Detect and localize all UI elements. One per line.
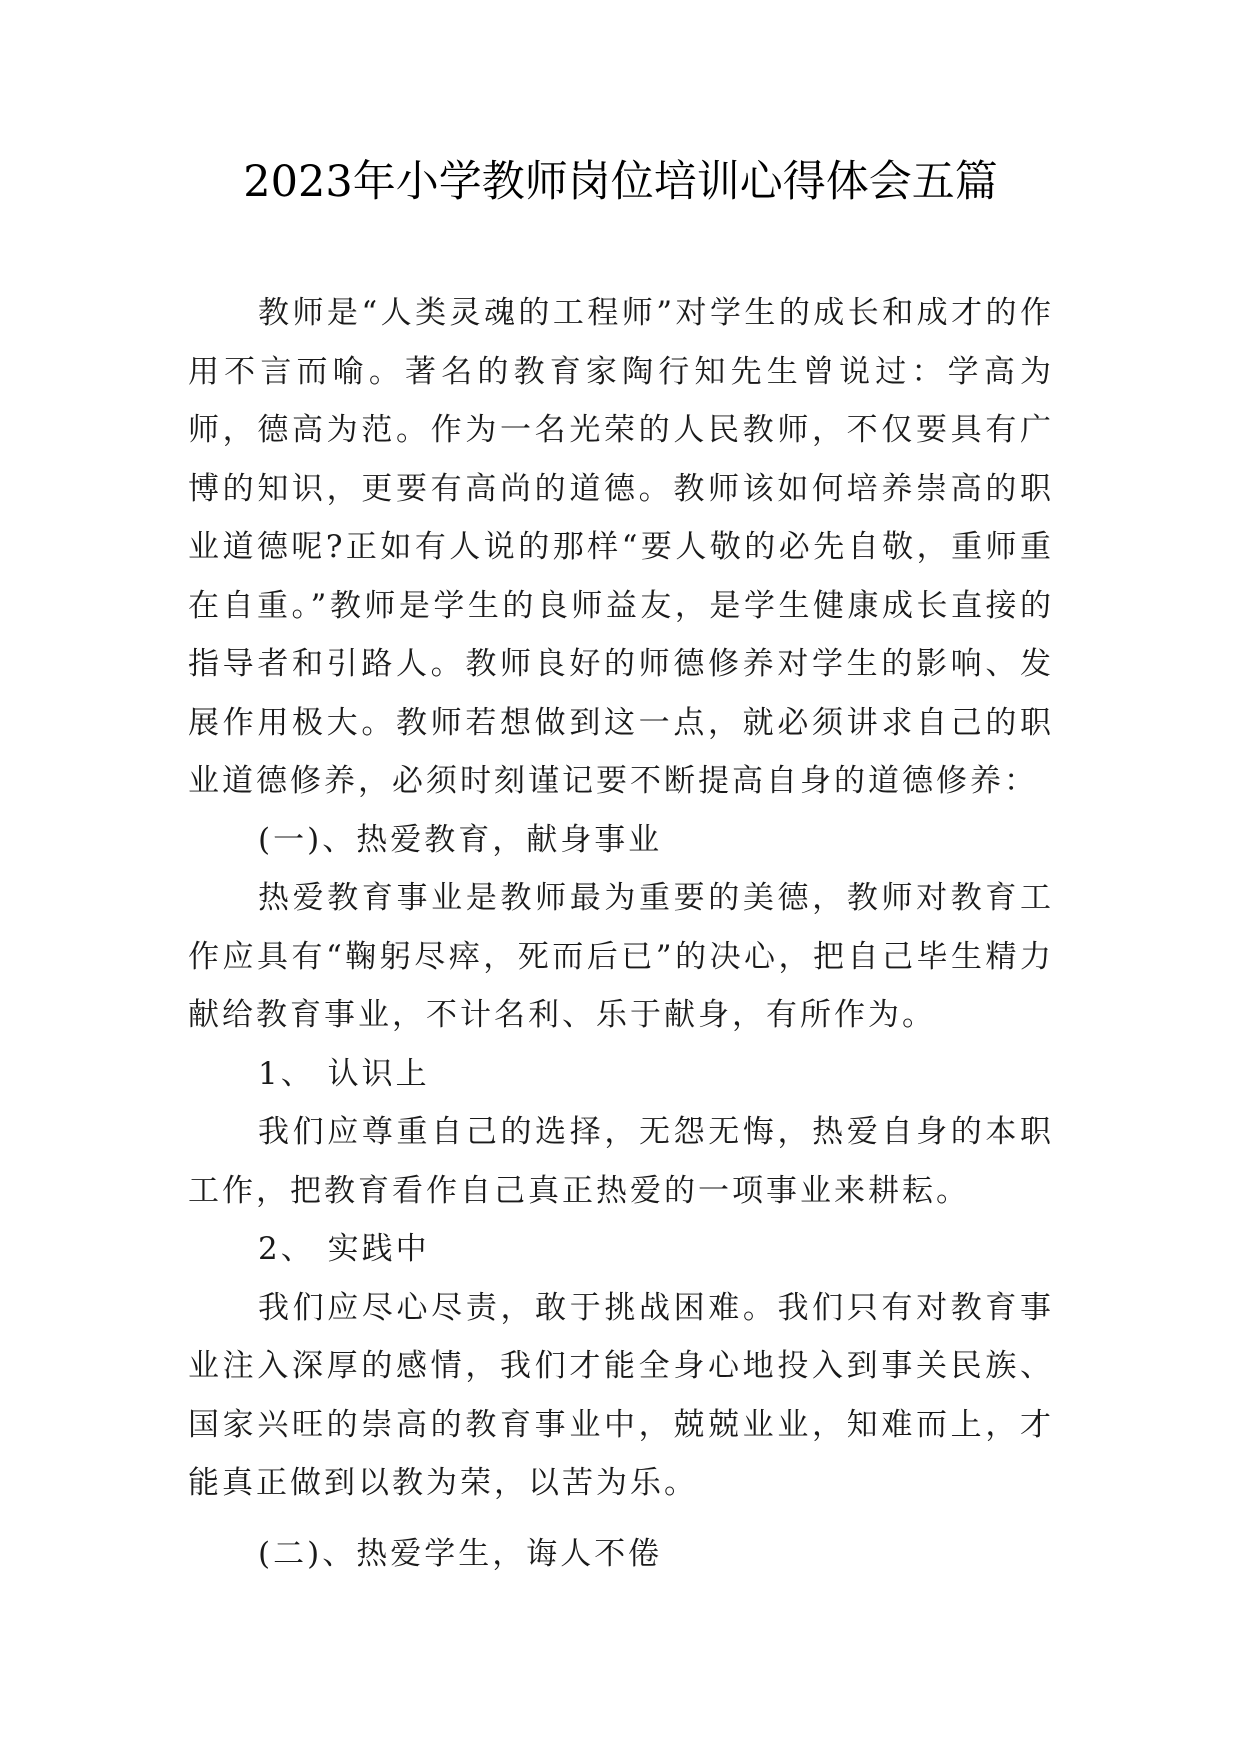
paragraph-subsection-1: 我们应尊重自己的选择，无怨无悔，热爱自身的本职工作，把教育看作自己真正热爱的一项事业来耕耘。 [188,1114,1054,1209]
document-body [188,284,1054,1583]
paragraph-section-1: 热爱教育事业是教师最为重要的美德，教师对教育工作应具有“鞠躬尽瘁，死而后已”的决心，把自己毕生精力献给教育事业，不计名利、乐于献身，有所作为。 [188,880,1054,1033]
paragraph-intro: 教师是“人类灵魂的工程师”对学生的成长和成才的作用不言而喻。著名的教育家陶行知先生曾说过：学高为师，德高为范。作为一名光荣的人民教师，不仅要具有广博的知识，更要有高尚的道德。教师该如何培养崇高的职业道德呢?正如有人说的那样“要人敬的必先自敬，重师重在自重。”教师是学生的良师益友，是学生健康成长直接的指导者和引路人。教师良好的师德修养对学生的影响、发展作用极大。教师若想做到这一点，就必须讲求自己的职业道德修养，必须时刻谨记要不断提高自身的道德修养： [188,295,1054,799]
subheading-1: 1、 认识上 [258,1055,430,1092]
section-heading-1: (一)、热爱教育，献身事业 [258,821,663,858]
paragraph-subsection-2: 我们应尽心尽责，敢于挑战困难。我们只有对教育事业注入深厚的感情，我们才能全身心地投入到事关民族、国家兴旺的崇高的教育事业中，兢兢业业，知难而上，才能真正做到以教为荣，以苦为乐。 [188,1289,1054,1501]
subheading-2: 2、 实践中 [258,1231,430,1267]
section-heading-2: (二)、热爱学生，诲人不倦 [258,1535,663,1572]
document-title: 2023年小学教师岗位培训心得体会五篇 [243,157,998,207]
